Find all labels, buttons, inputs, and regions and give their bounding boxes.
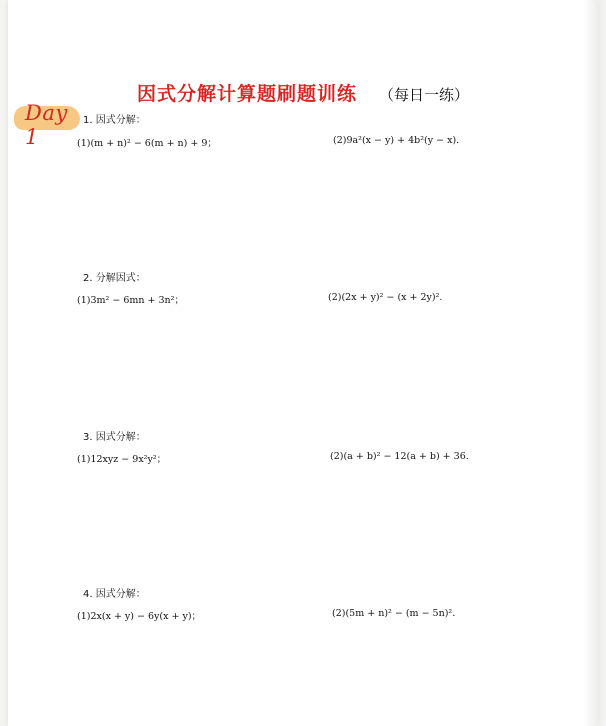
- question-2-heading: 2. 分解因式：: [83, 273, 146, 284]
- question-3-item-1: (1)12xyz − 9x²y²；: [77, 454, 167, 465]
- page-title: 因式分解计算题刷题训练: [136, 83, 357, 105]
- question-3-item-2: (2)(a + b)² − 12(a + b) + 36.: [330, 451, 469, 462]
- worksheet-page: [8, 0, 598, 726]
- question-4-heading: 4. 因式分解：: [83, 589, 146, 600]
- question-2-item-2: (2)(2x + y)² − (x + 2y)².: [328, 292, 443, 303]
- day-label: Day 1: [25, 101, 68, 149]
- day-badge: [14, 101, 84, 149]
- question-4-item-2: (2)(5m + n)² − (m − 5n)².: [332, 608, 456, 619]
- question-4-item-1: (1)2x(x + y) − 6y(x + y)；: [77, 611, 202, 622]
- question-1-heading: 1. 因式分解：: [83, 115, 146, 126]
- page-edge-shadow: [584, 0, 598, 726]
- title-row: [8, 79, 598, 106]
- question-1-item-1: (1)(m + n)² − 6(m + n) + 9；: [77, 138, 217, 149]
- question-1-item-2: (2)9a²(x − y) + 4b²(y − x).: [333, 135, 460, 146]
- question-2-item-1: (1)3m² − 6mn + 3n²；: [77, 295, 184, 306]
- question-3-heading: 3. 因式分解：: [83, 432, 146, 443]
- page-subtitle: （每日一练）: [379, 86, 470, 104]
